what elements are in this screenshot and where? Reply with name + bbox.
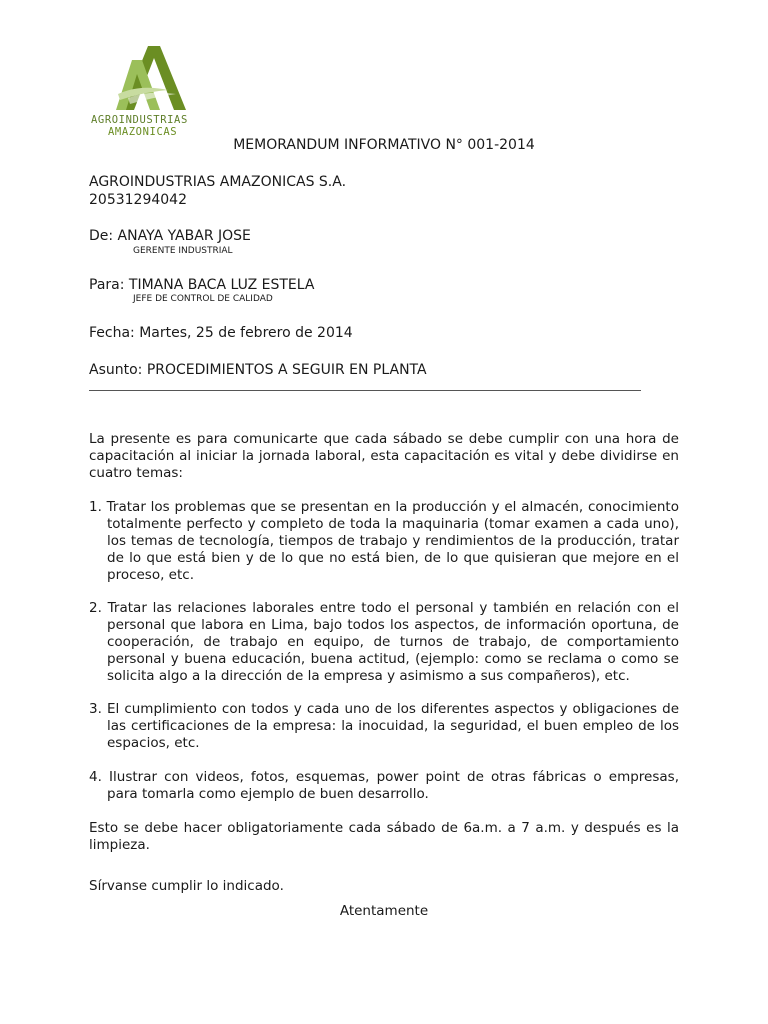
date-line: Fecha: Martes, 25 de febrero de 2014 [89, 325, 353, 341]
signoff: Atentamente [339, 903, 429, 919]
request-line: Sírvanse cumplir lo indicado. [89, 878, 284, 894]
from-line: De: ANAYA YABAR JOSE [89, 228, 251, 244]
to-role: JEFE DE CONTROL DE CALIDAD [133, 294, 273, 304]
list-item-4: 4. Ilustrar con videos, fotos, esquemas, power point de otras fábricas o empresas, para tomarla como ejemplo de buen desarrollo. [89, 769, 679, 802]
separator-rule [89, 390, 641, 391]
company-ruc: 20531294042 [89, 192, 187, 208]
company-logo [88, 40, 212, 140]
subject-line: Asunto: PROCEDIMIENTOS A SEGUIR EN PLANTA [89, 362, 427, 378]
logo-text-line2: AMAZONICAS [108, 126, 178, 138]
list-item-3: 3. El cumplimiento con todos y cada uno de los diferentes aspectos y obligaciones de las certificaciones de la empresa: la inocuidad, la seguridad, el buen empleo de los espacios, etc. [89, 701, 679, 751]
list-item-2: 2. Tratar las relaciones laborales entre todo el personal y también en relación con el personal que labora en Lima, bajo todos los aspectos, de información oportuna, de cooperación, de trabajo en equipo, de turnos de trabajo, de comportamiento personal y buena educación, buena actitud, (ejemplo: como se reclama o como se solicita algo a la dirección de la empresa y asimismo a sus compañeros), etc. [89, 600, 679, 684]
intro-paragraph: La presente es para comunicarte que cada sábado se debe cumplir con una hora de capacitación al iniciar la jornada laboral, esta capacitación es vital y debe dividirse en cuatro temas: [89, 431, 679, 481]
logo-a-icon [110, 46, 190, 114]
memo-title: MEMORANDUM INFORMATIVO N° 001-2014 [233, 137, 535, 153]
logo-text-line1: AGROINDUSTRIAS [91, 114, 188, 126]
closing-paragraph: Esto se debe hacer obligatoriamente cada sábado de 6a.m. a 7 a.m. y después es la limpieza. [89, 820, 679, 853]
company-name: AGROINDUSTRIAS AMAZONICAS S.A. [89, 174, 347, 190]
to-line: Para: TIMANA BACA LUZ ESTELA [89, 277, 315, 293]
from-role: GERENTE INDUSTRIAL [133, 246, 233, 256]
list-item-1: 1. Tratar los problemas que se presentan en la producción y el almacén, conocimiento totalmente perfecto y completo de toda la maquinaria (tomar examen a cada uno), los temas de tecnología, tiempos de trabajo y rendimientos de la producción, tratar de lo que está bien y de lo que no está bien, de lo que quisieran que mejore en el proceso, etc. [89, 499, 679, 583]
